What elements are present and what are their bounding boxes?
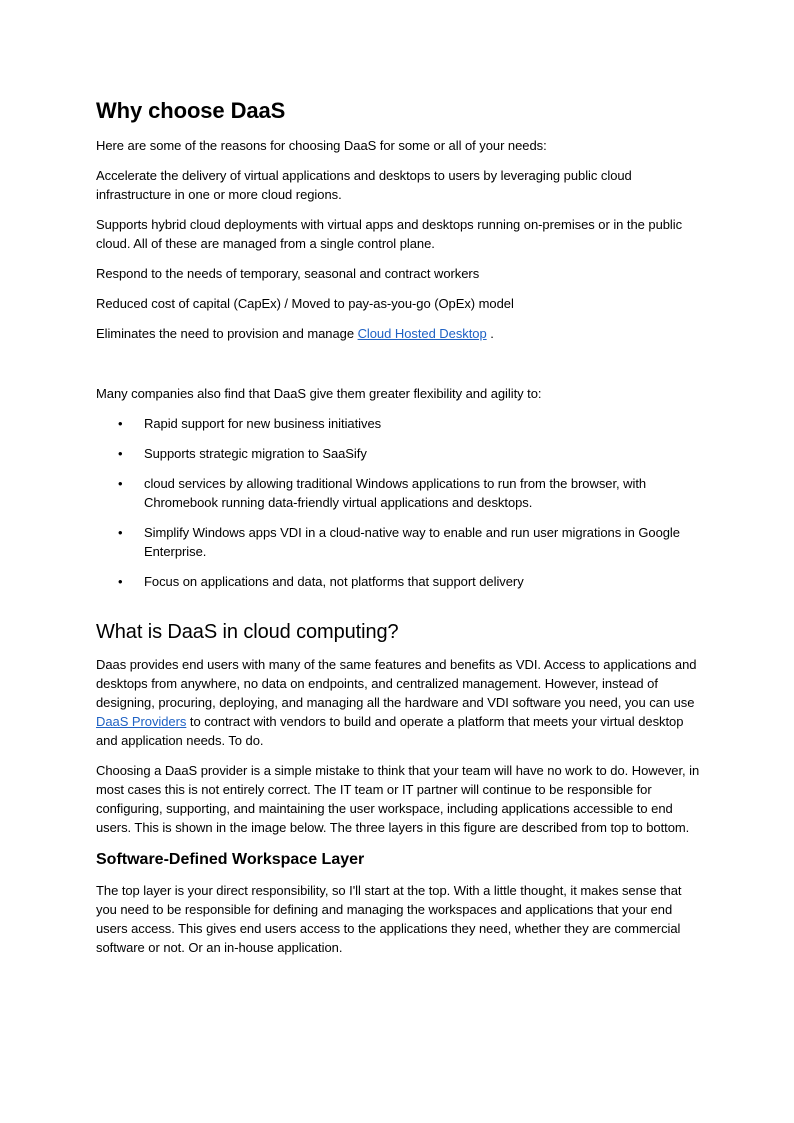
bullet-icon: • [118, 416, 123, 431]
list-item-text: Simplify Windows apps VDI in a cloud-native way to enable and run user migrations in Google Enterprise. [144, 525, 680, 559]
list-item [96, 444, 700, 463]
list-item-text: Rapid support for new business initiatives [144, 416, 382, 431]
bullet-icon: • [118, 574, 123, 589]
paragraph-intro: Here are some of the reasons for choosing DaaS for some or all of your needs: [96, 138, 547, 153]
list-item [96, 414, 700, 433]
list-item-text: cloud services by allowing traditional Windows applications to run from the browser, with Chromebook running data-friendly virtual applications and desktops. [144, 476, 647, 510]
daas-providers-link[interactable]: DaaS Providers [96, 714, 187, 729]
document-page [96, 96, 700, 968]
heading-why-choose-daas: Why choose DaaS [96, 98, 286, 123]
paragraph-capex-opex: Reduced cost of capital (CapEx) / Moved to pay-as-you-go (OpEx) model [96, 296, 514, 311]
paragraph-flexibility: Many companies also find that DaaS give them greater flexibility and agility to: [96, 386, 542, 401]
paragraph-eliminates-end: . [486, 326, 494, 341]
paragraph-daas-provides-end: to contract with vendors to build and operate a platform that meets your virtual desktop and application needs. To do. [96, 714, 684, 748]
paragraph-temporary-workers: Respond to the needs of temporary, seasonal and contract workers [96, 266, 480, 281]
bullet-icon: • [118, 446, 123, 461]
heading-what-is-daas: What is DaaS in cloud computing? [96, 621, 399, 643]
paragraph-daas-provides [96, 655, 700, 750]
benefits-list [96, 414, 700, 591]
list-item-text: Supports strategic migration to SaaSify [144, 446, 367, 461]
cloud-hosted-desktop-link[interactable]: Cloud Hosted Desktop [357, 326, 487, 341]
paragraph-hybrid-cloud: Supports hybrid cloud deployments with virtual apps and desktops running on-premises or in the public cloud. All of these are managed from a single control plane. [96, 217, 683, 251]
paragraph-choosing-provider: Choosing a DaaS provider is a simple mistake to think that your team will have no work to do. However, in most cases this is not entirely correct. The IT team or IT partner will continue to be responsible for configuring, supporting, and maintaining the user workspace, including applications accessible to end users. This is shown in the image below. The three layers in this figure are described from top to bottom. [96, 763, 700, 835]
heading-workspace-layer: Software-Defined Workspace Layer [96, 851, 365, 868]
paragraph-daas-provides-text: Daas provides end users with many of the same features and benefits as VDI. Access to applications and desktops from anywhere, no data on endpoints, and centralized management. However, instead of designing, procuring, deploying, and managing all the hardware and VDI software you need, you can use [96, 657, 697, 710]
paragraph-top-layer: The top layer is your direct responsibility, so I'll start at the top. With a little thought, it makes sense that you need to be responsible for defining and managing the workspaces and applications that your end users access. This gives end users access to the applications they need, whether they are commercial software or not. Or an in-house application. [96, 883, 682, 955]
paragraph-accelerate: Accelerate the delivery of virtual applications and desktops to users by leveraging public cloud infrastructure in one or more cloud regions. [96, 168, 632, 202]
bullet-icon: • [118, 525, 123, 540]
bullet-icon: • [118, 476, 123, 491]
paragraph-eliminates-text: Eliminates the need to provision and manage [96, 326, 358, 341]
list-item-text: Focus on applications and data, not platforms that support delivery [144, 574, 524, 589]
paragraph-eliminates [96, 324, 700, 343]
list-item [96, 523, 700, 561]
empty-paragraph [96, 354, 700, 373]
list-item [96, 572, 700, 591]
list-item [96, 474, 700, 512]
